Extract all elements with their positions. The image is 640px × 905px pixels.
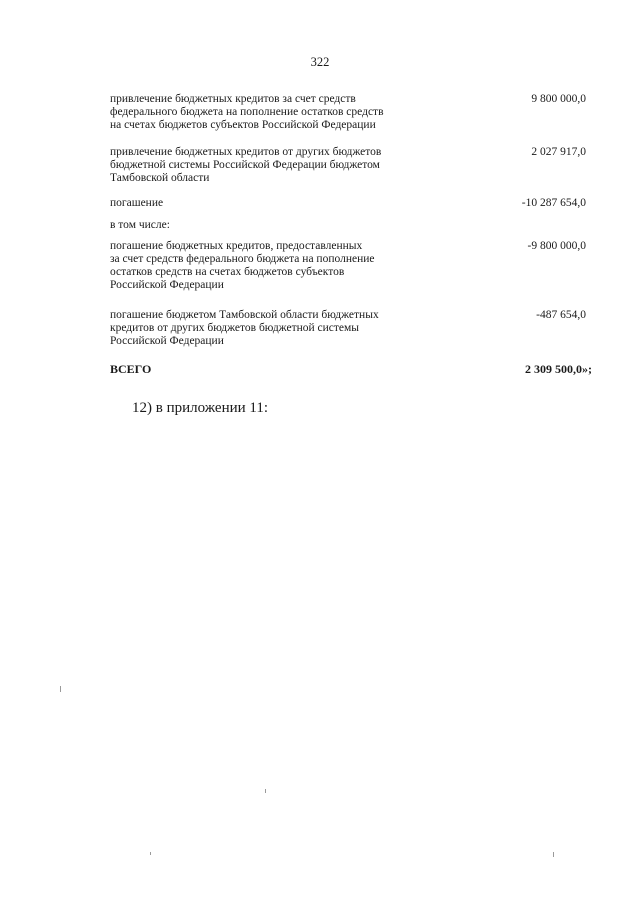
table-row — [110, 197, 586, 210]
table-row — [110, 219, 586, 232]
scan-speck — [553, 852, 554, 857]
row-description: погашение — [110, 197, 164, 209]
row-description: привлечение бюджетных кредитов от других бюджетов бюджетной системы Российской Федерации бюджетом Тамбовской области — [110, 146, 382, 184]
table-row — [110, 93, 586, 132]
row-amount: 9 800 000,0 — [531, 93, 586, 105]
page-number: 322 — [310, 55, 330, 69]
row-description: погашение бюджетных кредитов, предоставленных за счет средств федерального бюджета на пополнение остатков средств на счетах бюджетов субъектов Российской Федерации — [110, 240, 375, 291]
total-row — [110, 362, 592, 376]
total-label: ВСЕГО — [110, 362, 152, 376]
scan-speck — [150, 852, 151, 855]
section-paragraph: 12) в приложении 11: — [132, 400, 269, 416]
table-row — [110, 309, 586, 348]
row-amount: -10 287 654,0 — [521, 197, 586, 209]
row-description: привлечение бюджетных кредитов за счет средств федерального бюджета на пополнение остатков средств на счетах бюджетов субъектов Российской Федерации — [110, 93, 384, 131]
scan-speck — [60, 686, 61, 692]
row-amount: 2 027 917,0 — [531, 146, 586, 158]
row-amount: -9 800 000,0 — [527, 240, 586, 252]
total-amount: 2 309 500,0»; — [525, 362, 592, 376]
row-description: погашение бюджетом Тамбовской области бюджетных кредитов от других бюджетов бюджетной системы Российской Федерации — [110, 309, 379, 347]
table-row — [110, 240, 586, 292]
table-row — [110, 146, 586, 185]
row-description: в том числе: — [110, 219, 170, 231]
scan-speck — [265, 789, 266, 793]
row-amount: -487 654,0 — [536, 309, 586, 321]
